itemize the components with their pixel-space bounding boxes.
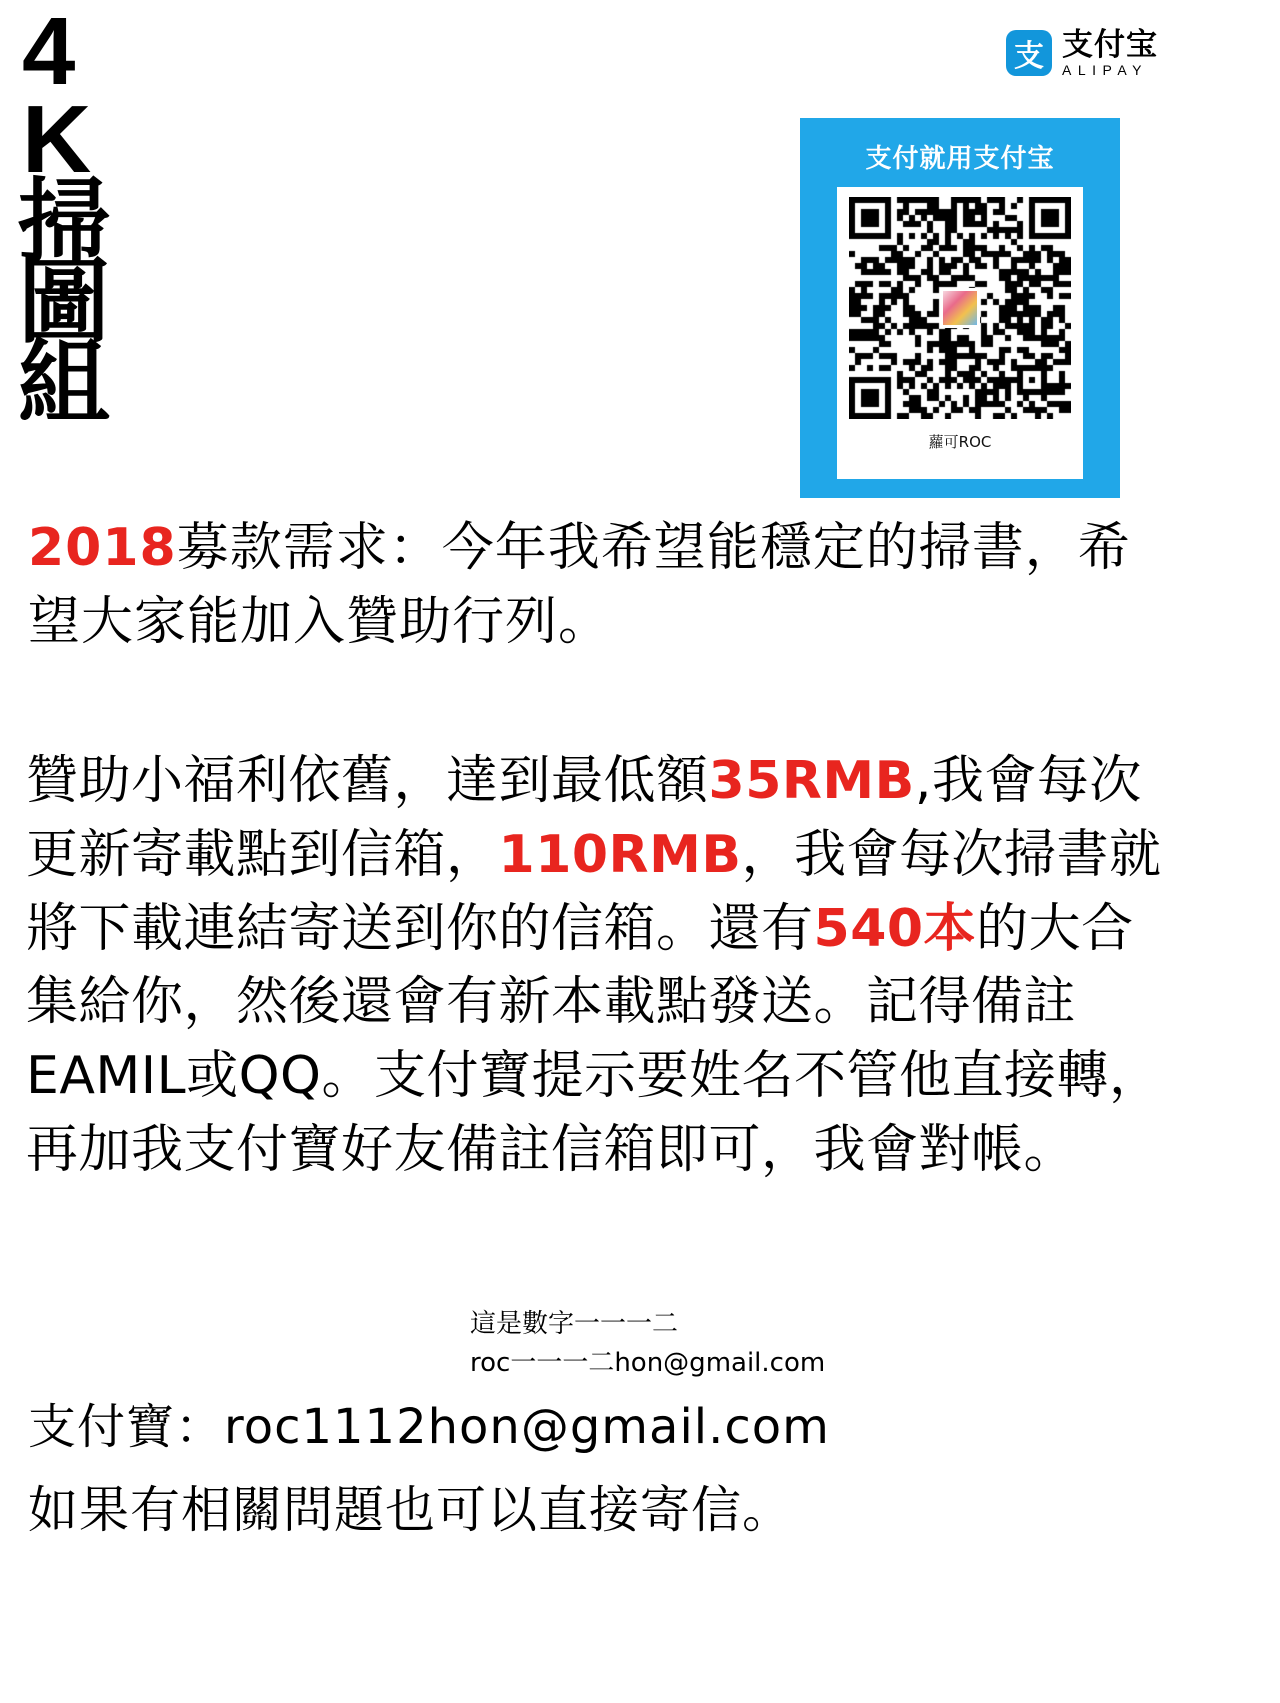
qr-card-heading: 支付就用支付宝 <box>865 144 1055 174</box>
paragraph-1-text: 募款需求：今年我希望能穩定的掃書，希望大家能加入贊助行列。 <box>28 518 1131 652</box>
paragraph-rewards <box>26 745 1176 1188</box>
paragraph-2-seg-1: 贊助小福利依舊，達到最低額 <box>26 751 709 811</box>
paragraph-2-seg-3: ，我會每次掃書就將下載連結寄送到你的信箱。還有 <box>26 824 1162 959</box>
paragraph-funding-goal <box>28 512 1168 660</box>
alipay-logo <box>1006 27 1158 78</box>
footer-alipay-email[interactable]: roc1112hon@gmail.com <box>224 1399 830 1455</box>
paragraph-2-count-540: 540本 <box>813 898 977 959</box>
title-char-1: 4 <box>22 0 76 105</box>
paragraph-2-seg-2: ,我會每次更新寄載點到信箱， <box>26 751 1142 885</box>
paragraph-2-seg-4: 的大合集給你，然後還會有新本載點發送。記得備註EAMIL或QQ。支付寶提示要姓名不管他直接轉，再加我支付寶好友備註信箱即可，我會對帳。 <box>26 898 1162 1181</box>
footer-contact-note: 如果有相關問題也可以直接寄信。 <box>28 1481 793 1539</box>
alipay-wordmark <box>1062 27 1158 78</box>
note-line-1: 這是數字一一一二 <box>470 1309 679 1339</box>
paragraph-2-amount-110: 110RMB <box>498 824 742 885</box>
title-char-2: K <box>22 86 92 194</box>
qr-account-name: 蘿可ROC <box>928 433 992 451</box>
paragraph-1-year: 2018 <box>28 518 177 578</box>
alipay-name-en: ALIPAY <box>1062 61 1148 78</box>
title-char-5: 組 <box>18 329 111 437</box>
qr-center-logo-icon <box>940 288 980 328</box>
vertical-title <box>18 0 148 437</box>
footer-alipay-contact <box>28 1388 830 1457</box>
title-char-4: 圖 <box>18 249 111 357</box>
alipay-badge-icon: 支 <box>1006 30 1052 76</box>
paragraph-2-amount-35: 35RMB <box>708 751 915 811</box>
footer-alipay-label: 支付寶： <box>28 1399 225 1455</box>
title-char-3: 掃 <box>18 168 111 276</box>
note-line-2: roc一一一二hon@gmail.com <box>470 1348 826 1378</box>
qr-code-image[interactable] <box>849 197 1071 419</box>
qr-card-inner <box>837 187 1083 479</box>
alipay-name-cn: 支付宝 <box>1062 27 1158 63</box>
alipay-qr-card <box>800 118 1120 498</box>
email-annotation-note <box>470 1305 990 1383</box>
